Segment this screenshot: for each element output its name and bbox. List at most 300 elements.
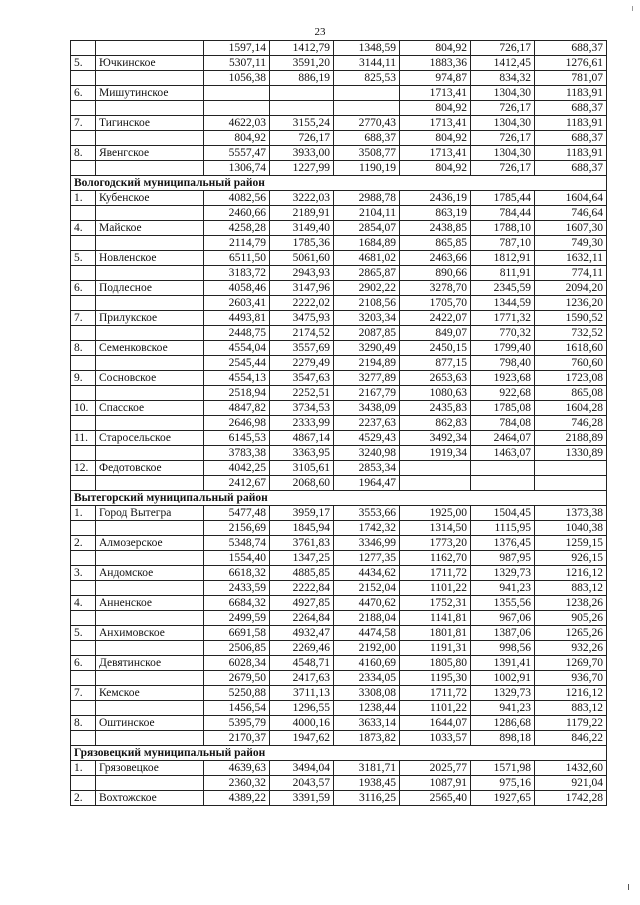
value-cell: 898,18 xyxy=(471,731,535,746)
value-cell: 3183,72 xyxy=(204,266,270,281)
value-cell: 688,37 xyxy=(535,131,607,146)
value-cell: 5348,74 xyxy=(204,536,270,551)
value-cell: 1376,45 xyxy=(471,536,535,551)
settlement-name: Девятинское xyxy=(96,656,204,671)
value-cell: 2167,79 xyxy=(334,386,400,401)
value-cell: 2104,11 xyxy=(334,206,400,221)
value-cell: 886,19 xyxy=(270,71,334,86)
value-cell: 1845,94 xyxy=(270,521,334,536)
settlement-name: Грязовецкое xyxy=(96,761,204,776)
value-cell: 1087,91 xyxy=(400,776,471,791)
value-cell: 2156,69 xyxy=(204,521,270,536)
settlement-name xyxy=(96,416,204,431)
value-cell: 1056,38 xyxy=(204,71,270,86)
value-cell: 1348,59 xyxy=(334,41,400,56)
value-cell: 2422,07 xyxy=(400,311,471,326)
value-cell: 4554,04 xyxy=(204,341,270,356)
value-cell: 1938,45 xyxy=(334,776,400,791)
value-cell: 3475,93 xyxy=(270,311,334,326)
value-cell: 1771,32 xyxy=(471,311,535,326)
value-cell: 1785,36 xyxy=(270,236,334,251)
table-row xyxy=(71,791,607,806)
value-cell: 3203,34 xyxy=(334,311,400,326)
value-cell: 2464,07 xyxy=(471,431,535,446)
value-cell: 2518,94 xyxy=(204,386,270,401)
value-cell: 1604,28 xyxy=(535,401,607,416)
tariff-table xyxy=(70,40,607,806)
value-cell: 846,22 xyxy=(535,731,607,746)
value-cell: 3734,53 xyxy=(270,401,334,416)
value-cell: 1684,89 xyxy=(334,236,400,251)
value-cell: 4847,82 xyxy=(204,401,270,416)
value-cell: 1742,32 xyxy=(334,521,400,536)
settlement-name xyxy=(96,641,204,656)
value-cell: 2188,89 xyxy=(535,431,607,446)
value-cell: 1276,61 xyxy=(535,56,607,71)
value-cell: 3240,98 xyxy=(334,446,400,461)
row-number xyxy=(71,161,96,176)
row-number xyxy=(71,416,96,431)
settlement-name: Прилукское xyxy=(96,311,204,326)
value-cell: 941,23 xyxy=(471,701,535,716)
value-cell: 1304,30 xyxy=(471,116,535,131)
table-row xyxy=(71,551,607,566)
row-number: 5. xyxy=(71,626,96,641)
value-cell: 998,56 xyxy=(471,641,535,656)
value-cell: 865,08 xyxy=(535,386,607,401)
value-cell: 1347,25 xyxy=(270,551,334,566)
district-header-row xyxy=(71,176,607,191)
table-row xyxy=(71,536,607,551)
value-cell: 3492,34 xyxy=(400,431,471,446)
row-number: 5. xyxy=(71,56,96,71)
value-cell: 1329,73 xyxy=(471,686,535,701)
table-row xyxy=(71,626,607,641)
value-cell: 1785,08 xyxy=(471,401,535,416)
value-cell xyxy=(471,461,535,476)
row-number: 12. xyxy=(71,461,96,476)
value-cell: 749,30 xyxy=(535,236,607,251)
value-cell: 1265,26 xyxy=(535,626,607,641)
value-cell: 1236,20 xyxy=(535,296,607,311)
row-number: 1. xyxy=(71,191,96,206)
value-cell: 2865,87 xyxy=(334,266,400,281)
value-cell: 811,91 xyxy=(471,266,535,281)
value-cell: 3144,11 xyxy=(334,56,400,71)
table-row xyxy=(71,461,607,476)
value-cell: 1080,63 xyxy=(400,386,471,401)
value-cell: 1964,47 xyxy=(334,476,400,491)
table-row xyxy=(71,566,607,581)
value-cell: 2068,60 xyxy=(270,476,334,491)
value-cell: 804,92 xyxy=(204,131,270,146)
table-row xyxy=(71,296,607,311)
value-cell: 2506,85 xyxy=(204,641,270,656)
value-cell: 1644,07 xyxy=(400,716,471,731)
value-cell: 1183,91 xyxy=(535,86,607,101)
value-cell: 2114,79 xyxy=(204,236,270,251)
value-cell: 4434,62 xyxy=(334,566,400,581)
margin-mark xyxy=(628,884,629,890)
table-row xyxy=(71,71,607,86)
value-cell: 2279,49 xyxy=(270,356,334,371)
settlement-name xyxy=(96,611,204,626)
value-cell: 2545,44 xyxy=(204,356,270,371)
table-row xyxy=(71,86,607,101)
value-cell: 2770,43 xyxy=(334,116,400,131)
value-cell: 1304,30 xyxy=(471,86,535,101)
value-cell: 6691,58 xyxy=(204,626,270,641)
value-cell: 784,08 xyxy=(471,416,535,431)
settlement-name: Спасское xyxy=(96,401,204,416)
value-cell: 5307,11 xyxy=(204,56,270,71)
value-cell: 2222,84 xyxy=(270,581,334,596)
row-number xyxy=(71,701,96,716)
value-cell: 1259,15 xyxy=(535,536,607,551)
row-number xyxy=(71,446,96,461)
row-number: 7. xyxy=(71,686,96,701)
value-cell: 2152,04 xyxy=(334,581,400,596)
settlement-name: Вохтожское xyxy=(96,791,204,806)
settlement-name xyxy=(96,161,204,176)
value-cell: 3116,25 xyxy=(334,791,400,806)
value-cell: 688,37 xyxy=(334,131,400,146)
value-cell: 1752,31 xyxy=(400,596,471,611)
value-cell xyxy=(535,476,607,491)
value-cell: 1306,74 xyxy=(204,161,270,176)
value-cell: 3633,14 xyxy=(334,716,400,731)
value-cell: 781,07 xyxy=(535,71,607,86)
value-cell: 804,92 xyxy=(400,131,471,146)
value-cell: 3783,38 xyxy=(204,446,270,461)
value-cell: 1925,00 xyxy=(400,506,471,521)
row-number: 7. xyxy=(71,311,96,326)
value-cell: 1713,41 xyxy=(400,146,471,161)
row-number xyxy=(71,266,96,281)
value-cell: 6028,34 xyxy=(204,656,270,671)
value-cell: 1713,41 xyxy=(400,116,471,131)
value-cell: 732,52 xyxy=(535,326,607,341)
value-cell: 1101,22 xyxy=(400,701,471,716)
settlement-name xyxy=(96,41,204,56)
value-cell: 4042,25 xyxy=(204,461,270,476)
value-cell: 2463,66 xyxy=(400,251,471,266)
value-cell: 4622,03 xyxy=(204,116,270,131)
value-cell: 2988,78 xyxy=(334,191,400,206)
value-cell: 2192,00 xyxy=(334,641,400,656)
value-cell: 1785,44 xyxy=(471,191,535,206)
value-cell: 1191,31 xyxy=(400,641,471,656)
value-cell: 726,17 xyxy=(471,41,535,56)
value-cell: 1296,55 xyxy=(270,701,334,716)
value-cell: 825,53 xyxy=(334,71,400,86)
settlement-name xyxy=(96,101,204,116)
value-cell: 2603,41 xyxy=(204,296,270,311)
row-number xyxy=(71,641,96,656)
table-row xyxy=(71,776,607,791)
value-cell: 3105,61 xyxy=(270,461,334,476)
row-number xyxy=(71,386,96,401)
table-row xyxy=(71,116,607,131)
table-row xyxy=(71,641,607,656)
value-cell: 6618,32 xyxy=(204,566,270,581)
value-cell: 834,32 xyxy=(471,71,535,86)
row-number xyxy=(71,581,96,596)
value-cell: 1571,98 xyxy=(471,761,535,776)
table-row xyxy=(71,596,607,611)
value-cell: 2087,85 xyxy=(334,326,400,341)
value-cell: 2653,63 xyxy=(400,371,471,386)
value-cell: 2252,51 xyxy=(270,386,334,401)
value-cell: 1115,95 xyxy=(471,521,535,536)
value-cell: 2174,52 xyxy=(270,326,334,341)
value-cell: 5061,60 xyxy=(270,251,334,266)
value-cell: 2854,07 xyxy=(334,221,400,236)
value-cell xyxy=(270,101,334,116)
table-row xyxy=(71,476,607,491)
value-cell: 936,70 xyxy=(535,671,607,686)
value-cell xyxy=(471,476,535,491)
value-cell: 2094,20 xyxy=(535,281,607,296)
value-cell: 1373,38 xyxy=(535,506,607,521)
table-row xyxy=(71,326,607,341)
settlement-name xyxy=(96,731,204,746)
value-cell: 3363,95 xyxy=(270,446,334,461)
value-cell: 804,92 xyxy=(400,161,471,176)
row-number: 9. xyxy=(71,371,96,386)
table-row xyxy=(71,371,607,386)
settlement-name: Подлесное xyxy=(96,281,204,296)
value-cell: 726,17 xyxy=(471,101,535,116)
value-cell: 2333,99 xyxy=(270,416,334,431)
table-row xyxy=(71,146,607,161)
value-cell: 932,26 xyxy=(535,641,607,656)
value-cell: 2043,57 xyxy=(270,776,334,791)
value-cell: 926,15 xyxy=(535,551,607,566)
value-cell: 4885,85 xyxy=(270,566,334,581)
settlement-name: Мишутинское xyxy=(96,86,204,101)
table-row xyxy=(71,701,607,716)
value-cell: 1355,56 xyxy=(471,596,535,611)
table-row xyxy=(71,251,607,266)
settlement-name: Анхимовское xyxy=(96,626,204,641)
value-cell: 2194,89 xyxy=(334,356,400,371)
value-cell: 883,12 xyxy=(535,701,607,716)
table-row xyxy=(71,191,607,206)
value-cell xyxy=(400,476,471,491)
value-cell: 883,12 xyxy=(535,581,607,596)
settlement-name xyxy=(96,701,204,716)
value-cell xyxy=(334,101,400,116)
value-cell: 3508,77 xyxy=(334,146,400,161)
value-cell: 688,37 xyxy=(535,101,607,116)
value-cell: 1179,22 xyxy=(535,716,607,731)
value-cell: 3346,99 xyxy=(334,536,400,551)
value-cell: 688,37 xyxy=(535,161,607,176)
value-cell: 5395,79 xyxy=(204,716,270,731)
value-cell: 2565,40 xyxy=(400,791,471,806)
row-number: 4. xyxy=(71,221,96,236)
value-cell: 1742,28 xyxy=(535,791,607,806)
row-number xyxy=(71,551,96,566)
value-cell: 1919,34 xyxy=(400,446,471,461)
value-cell: 4470,62 xyxy=(334,596,400,611)
value-cell: 804,92 xyxy=(400,101,471,116)
table-row xyxy=(71,581,607,596)
value-cell: 2436,19 xyxy=(400,191,471,206)
value-cell: 1002,91 xyxy=(471,671,535,686)
value-cell: 1216,12 xyxy=(535,686,607,701)
value-cell: 1033,57 xyxy=(400,731,471,746)
table-row xyxy=(71,236,607,251)
row-number: 6. xyxy=(71,86,96,101)
value-cell: 2417,63 xyxy=(270,671,334,686)
value-cell: 2269,46 xyxy=(270,641,334,656)
value-cell: 3149,40 xyxy=(270,221,334,236)
table-row xyxy=(71,731,607,746)
value-cell: 1812,91 xyxy=(471,251,535,266)
table-row xyxy=(71,281,607,296)
row-number: 1. xyxy=(71,506,96,521)
value-cell: 975,16 xyxy=(471,776,535,791)
value-cell: 3553,66 xyxy=(334,506,400,521)
row-number: 1. xyxy=(71,761,96,776)
value-cell: 1432,60 xyxy=(535,761,607,776)
value-cell: 2448,75 xyxy=(204,326,270,341)
value-cell: 3591,20 xyxy=(270,56,334,71)
value-cell: 2108,56 xyxy=(334,296,400,311)
value-cell: 4681,02 xyxy=(334,251,400,266)
table-row xyxy=(71,356,607,371)
row-number xyxy=(71,611,96,626)
table-row xyxy=(71,386,607,401)
value-cell: 2853,34 xyxy=(334,461,400,476)
table-row xyxy=(71,266,607,281)
value-cell: 2345,59 xyxy=(471,281,535,296)
table-row xyxy=(71,341,607,356)
value-cell: 1141,81 xyxy=(400,611,471,626)
settlement-name: Оштинское xyxy=(96,716,204,731)
value-cell: 2460,66 xyxy=(204,206,270,221)
value-cell: 3761,83 xyxy=(270,536,334,551)
row-number: 4. xyxy=(71,596,96,611)
value-cell: 2450,15 xyxy=(400,341,471,356)
value-cell: 967,06 xyxy=(471,611,535,626)
value-cell: 4548,71 xyxy=(270,656,334,671)
value-cell: 784,44 xyxy=(471,206,535,221)
row-number: 6. xyxy=(71,281,96,296)
value-cell: 3181,71 xyxy=(334,761,400,776)
value-cell: 1711,72 xyxy=(400,566,471,581)
table-row xyxy=(71,611,607,626)
value-cell: 941,23 xyxy=(471,581,535,596)
settlement-name xyxy=(96,386,204,401)
value-cell: 2679,50 xyxy=(204,671,270,686)
value-cell: 6684,32 xyxy=(204,596,270,611)
table-row xyxy=(71,761,607,776)
value-cell: 1632,11 xyxy=(535,251,607,266)
value-cell: 1304,30 xyxy=(471,146,535,161)
value-cell: 726,17 xyxy=(471,161,535,176)
value-cell: 2334,05 xyxy=(334,671,400,686)
row-number xyxy=(71,41,96,56)
row-number xyxy=(71,776,96,791)
value-cell: 1183,91 xyxy=(535,146,607,161)
value-cell: 787,10 xyxy=(471,236,535,251)
settlement-name xyxy=(96,206,204,221)
table-row xyxy=(71,131,607,146)
value-cell xyxy=(204,86,270,101)
value-cell: 2170,37 xyxy=(204,731,270,746)
settlement-name: Старосельское xyxy=(96,431,204,446)
row-number xyxy=(71,521,96,536)
value-cell: 746,64 xyxy=(535,206,607,221)
value-cell: 2360,32 xyxy=(204,776,270,791)
value-cell: 1216,12 xyxy=(535,566,607,581)
settlement-name xyxy=(96,266,204,281)
value-cell: 3711,13 xyxy=(270,686,334,701)
table-row xyxy=(71,56,607,71)
value-cell: 922,68 xyxy=(471,386,535,401)
value-cell: 3959,17 xyxy=(270,506,334,521)
value-cell: 3547,63 xyxy=(270,371,334,386)
table-row xyxy=(71,506,607,521)
value-cell: 1873,82 xyxy=(334,731,400,746)
settlement-name: Андомское xyxy=(96,566,204,581)
table-row xyxy=(71,431,607,446)
value-cell: 1711,72 xyxy=(400,686,471,701)
value-cell: 1238,44 xyxy=(334,701,400,716)
value-cell: 3222,03 xyxy=(270,191,334,206)
value-cell: 1805,80 xyxy=(400,656,471,671)
settlement-name xyxy=(96,671,204,686)
value-cell: 2438,85 xyxy=(400,221,471,236)
value-cell: 1713,41 xyxy=(400,86,471,101)
table-row xyxy=(71,446,607,461)
settlement-name: Кемское xyxy=(96,686,204,701)
table-row xyxy=(71,41,607,56)
row-number xyxy=(71,476,96,491)
table-row xyxy=(71,311,607,326)
value-cell: 5250,88 xyxy=(204,686,270,701)
value-cell: 1227,99 xyxy=(270,161,334,176)
value-cell: 2433,59 xyxy=(204,581,270,596)
row-number: 10. xyxy=(71,401,96,416)
value-cell: 2435,83 xyxy=(400,401,471,416)
value-cell: 726,17 xyxy=(270,131,334,146)
settlement-name: Город Вытегра xyxy=(96,506,204,521)
value-cell: 1947,62 xyxy=(270,731,334,746)
value-cell: 2189,91 xyxy=(270,206,334,221)
table-row xyxy=(71,206,607,221)
value-cell: 1604,64 xyxy=(535,191,607,206)
row-number: 5. xyxy=(71,251,96,266)
value-cell: 4493,81 xyxy=(204,311,270,326)
settlement-name xyxy=(96,446,204,461)
row-number xyxy=(71,296,96,311)
value-cell: 4639,63 xyxy=(204,761,270,776)
table-row xyxy=(71,161,607,176)
value-cell: 4529,43 xyxy=(334,431,400,446)
table-row xyxy=(71,656,607,671)
value-cell: 1162,70 xyxy=(400,551,471,566)
value-cell: 849,07 xyxy=(400,326,471,341)
settlement-name: Кубенское xyxy=(96,191,204,206)
value-cell: 877,15 xyxy=(400,356,471,371)
value-cell: 1183,91 xyxy=(535,116,607,131)
value-cell xyxy=(204,101,270,116)
value-cell: 863,19 xyxy=(400,206,471,221)
